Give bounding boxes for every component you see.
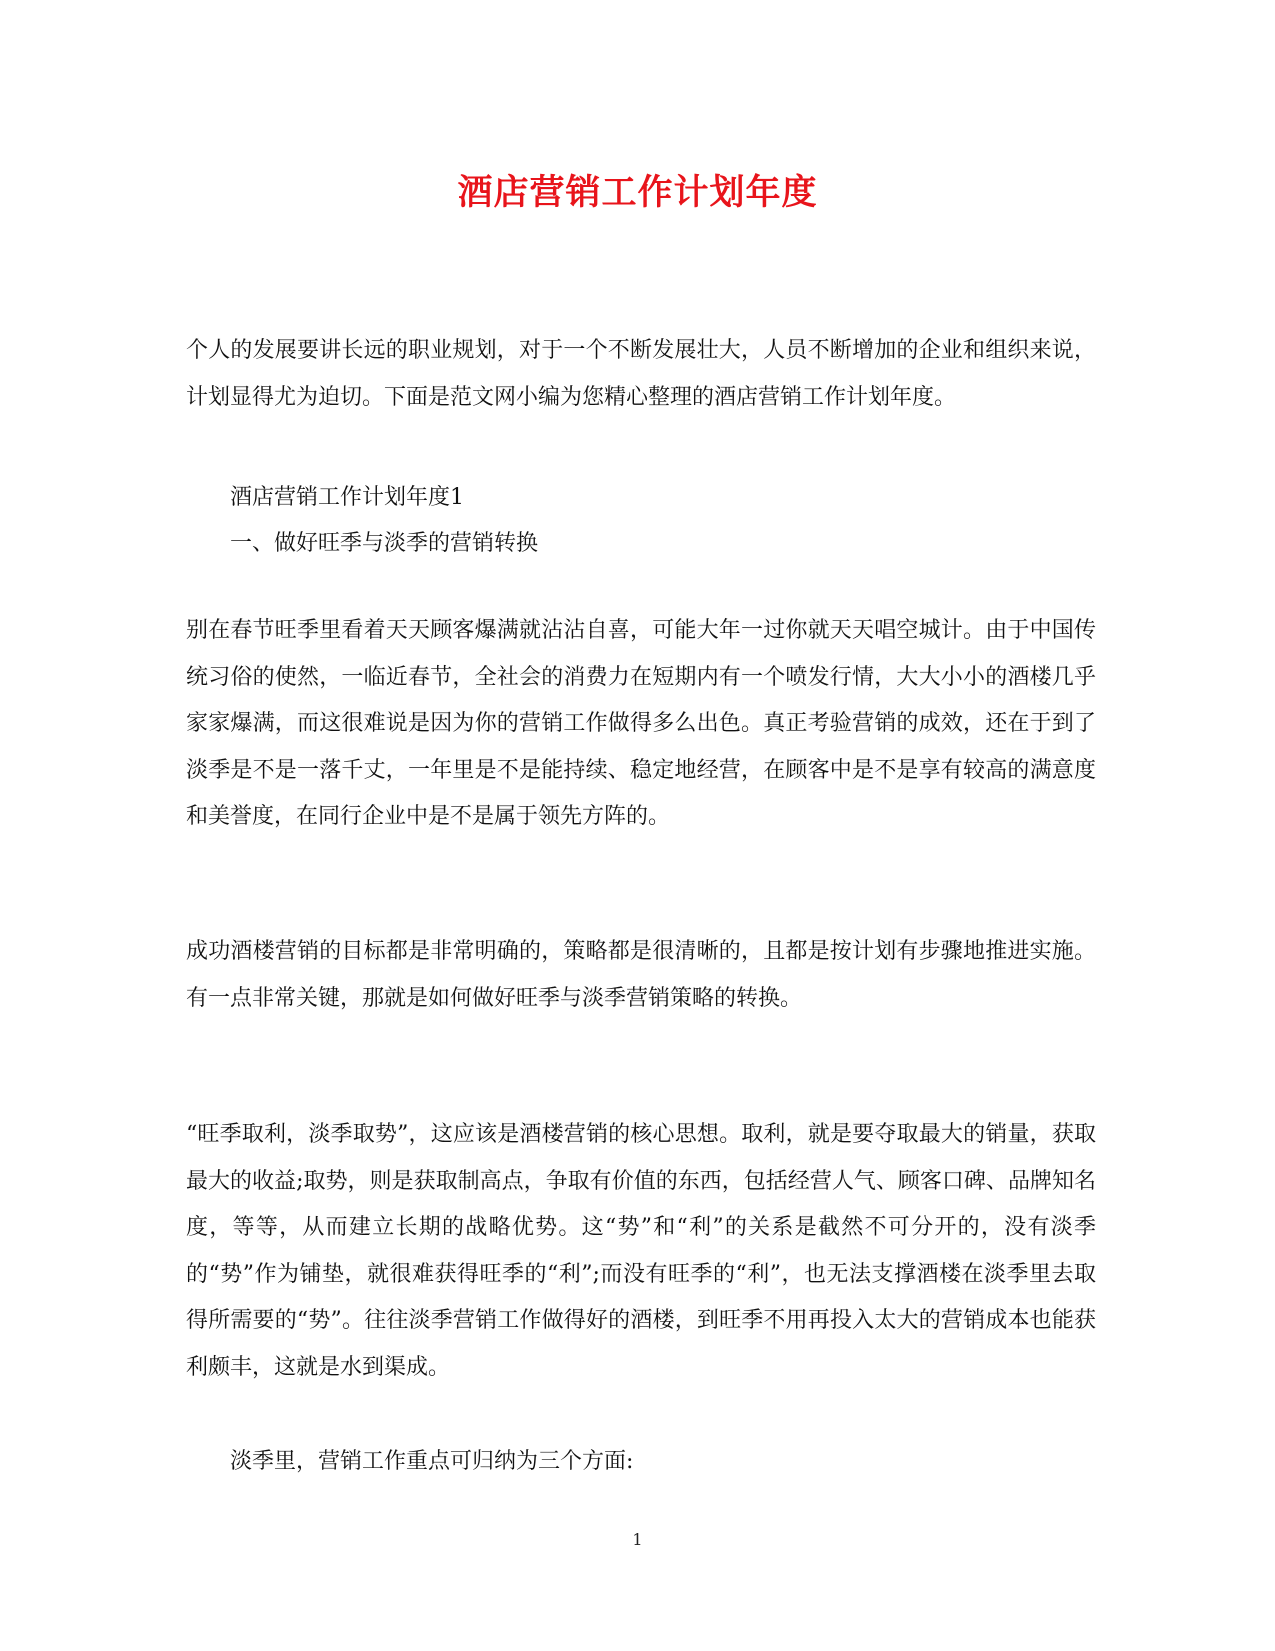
subsection-heading: 一、做好旺季与淡季的营销转换 [230, 531, 539, 556]
body-paragraph: 淡季里，营销工作重点可归纳为三个方面: [230, 1449, 634, 1474]
body-paragraph: “旺季取利，淡季取势”，这应该是酒楼营销的核心思想。取利，就是要夺取最大的销量，获取最大的收益;取势，则是获取制高点，争取有价值的东西，包括经营人气、顾客口碑、品牌知名度，等等，从而建立长期的战略优势。这“势”和“利”的关系是截然不可分开的，没有淡季的“势”作为铺垫，就很难获得旺季的“利”;而没有旺季的“利”，也无法支撑酒楼在淡季里去取得所需要的“势”。往往淡季营销工作做得好的酒楼，到旺季不用再投入太大的营销成本也能获利颇丰，这就是水到渠成。 [186, 1122, 1096, 1380]
page-number: 1 [632, 1530, 643, 1549]
intro-paragraph: 个人的发展要讲长远的职业规划，对于一个不断发展壮大，人员不断增加的企业和组织来说，计划显得尤为迫切。下面是范文网小编为您精心整理的酒店营销工作计划年度。 [186, 338, 1096, 410]
body-paragraph: 别在春节旺季里看着天天顾客爆满就沾沾自喜，可能大年一过你就天天唱空城计。由于中国传统习俗的使然，一临近春节，全社会的消费力在短期内有一个喷发行情，大大小小的酒楼几乎家家爆满，而这很难说是因为你的营销工作做得多么出色。真正考验营销的成效，还在于到了淡季是不是一落千丈，一年里是不是能持续、稳定地经营，在顾客中是不是享有较高的满意度和美誉度，在同行企业中是不是属于领先方阵的。 [186, 618, 1096, 829]
document-title: 酒店营销工作计划年度 [457, 172, 818, 213]
section-heading: 酒店营销工作计划年度1 [230, 485, 464, 510]
body-paragraph: 成功酒楼营销的目标都是非常明确的，策略都是很清晰的，且都是按计划有步骤地推进实施。有一点非常关键，那就是如何做好旺季与淡季营销策略的转换。 [186, 939, 1096, 1011]
